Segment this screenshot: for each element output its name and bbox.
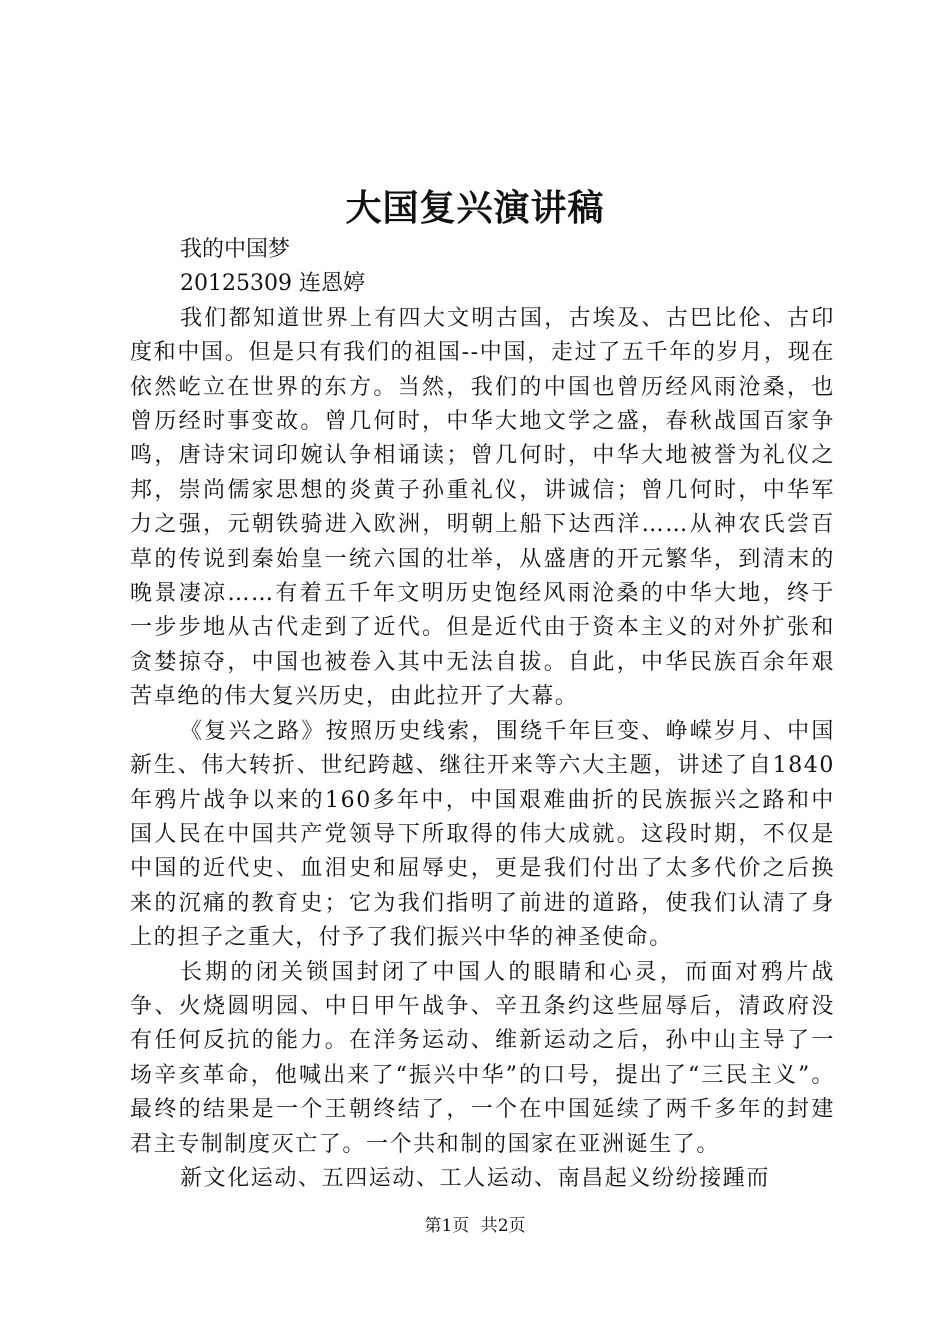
body-paragraph-2: 《复兴之路》按照历史线索，围绕千年巨变、峥嵘岁月、中国新生、伟大转折、世纪跨越、继往开来等六大主题，讲述了自1840年鸦片战争以来的160多年中，中国艰难曲折的民族振兴之路和中国人民在中国共产党领导下所取得的伟大成就。这段时期，不仅是中国的近代史、血泪史和屈辱史，更是我们付出了太多代价之后换来的沉痛的教育史；它为我们指明了前进的道路，使我们认清了身上的担子之重大，付予了我们振兴中华的神圣使命。 xyxy=(130,718,835,951)
page-footer xyxy=(0,1214,950,1238)
body-paragraph-4: 新文化运动、五四运动、工人运动、南昌起义纷纷接踵而 xyxy=(180,1165,771,1191)
body-paragraph-1: 我们都知道世界上有四大文明古国，古埃及、古巴比伦、古印度和中国。但是只有我们的祖国--中国，走过了五千年的岁月，现在依然屹立在世界的东方。当然，我们的中国也曾历经风雨沧桑，也曾历经时事变故。曾几何时，中华大地文学之盛，春秋战国百家争鸣，唐诗宋词印婉认争相诵读；曾几何时，中华大地被誉为礼仪之邦，崇尚儒家思想的炎黄子孙重礼仪，讲诚信；曾几何时，中华军力之强，元朝铁骑进入欧洲，明朝上船下达西洋……从神农氏尝百草的传说到秦始皇一统六国的壮举，从盛唐的开元繁华，到清末的晚景凄凉……有着五千年文明历史饱经风雨沧桑的中华大地，终于一步步地从古代走到了近代。但是近代由于资本主义的对外扩张和贪婪掠夺，中国也被卷入其中无法自拔。自此，中华民族百余年艰苦卓绝的伟大复兴历史，由此拉开了大幕。 xyxy=(130,305,835,710)
document-title: 大国复兴演讲稿 xyxy=(345,187,605,229)
document-subtitle: 我的中国梦 xyxy=(180,237,291,262)
author-line: 20125309 连恩婷 xyxy=(180,271,365,297)
page-total: 共2页 xyxy=(480,1216,526,1236)
body-paragraph-3: 长期的闭关锁国封闭了中国人的眼睛和心灵，而面对鸦片战争、火烧圆明园、中日甲午战争、辛丑条约这些屈辱后，清政府没有任何反抗的能力。在洋务运动、维新运动之后，孙中山主导了一场辛亥革命，他喊出来了“振兴中华”的口号，提出了“三民主义”。最终的结果是一个王朝终结了，一个在中国延续了两千多年的封建君主专制制度灭亡了。一个共和制的国家在亚洲诞生了。 xyxy=(130,959,835,1157)
document-body xyxy=(130,233,835,1196)
page-number: 第1页 xyxy=(424,1216,470,1236)
